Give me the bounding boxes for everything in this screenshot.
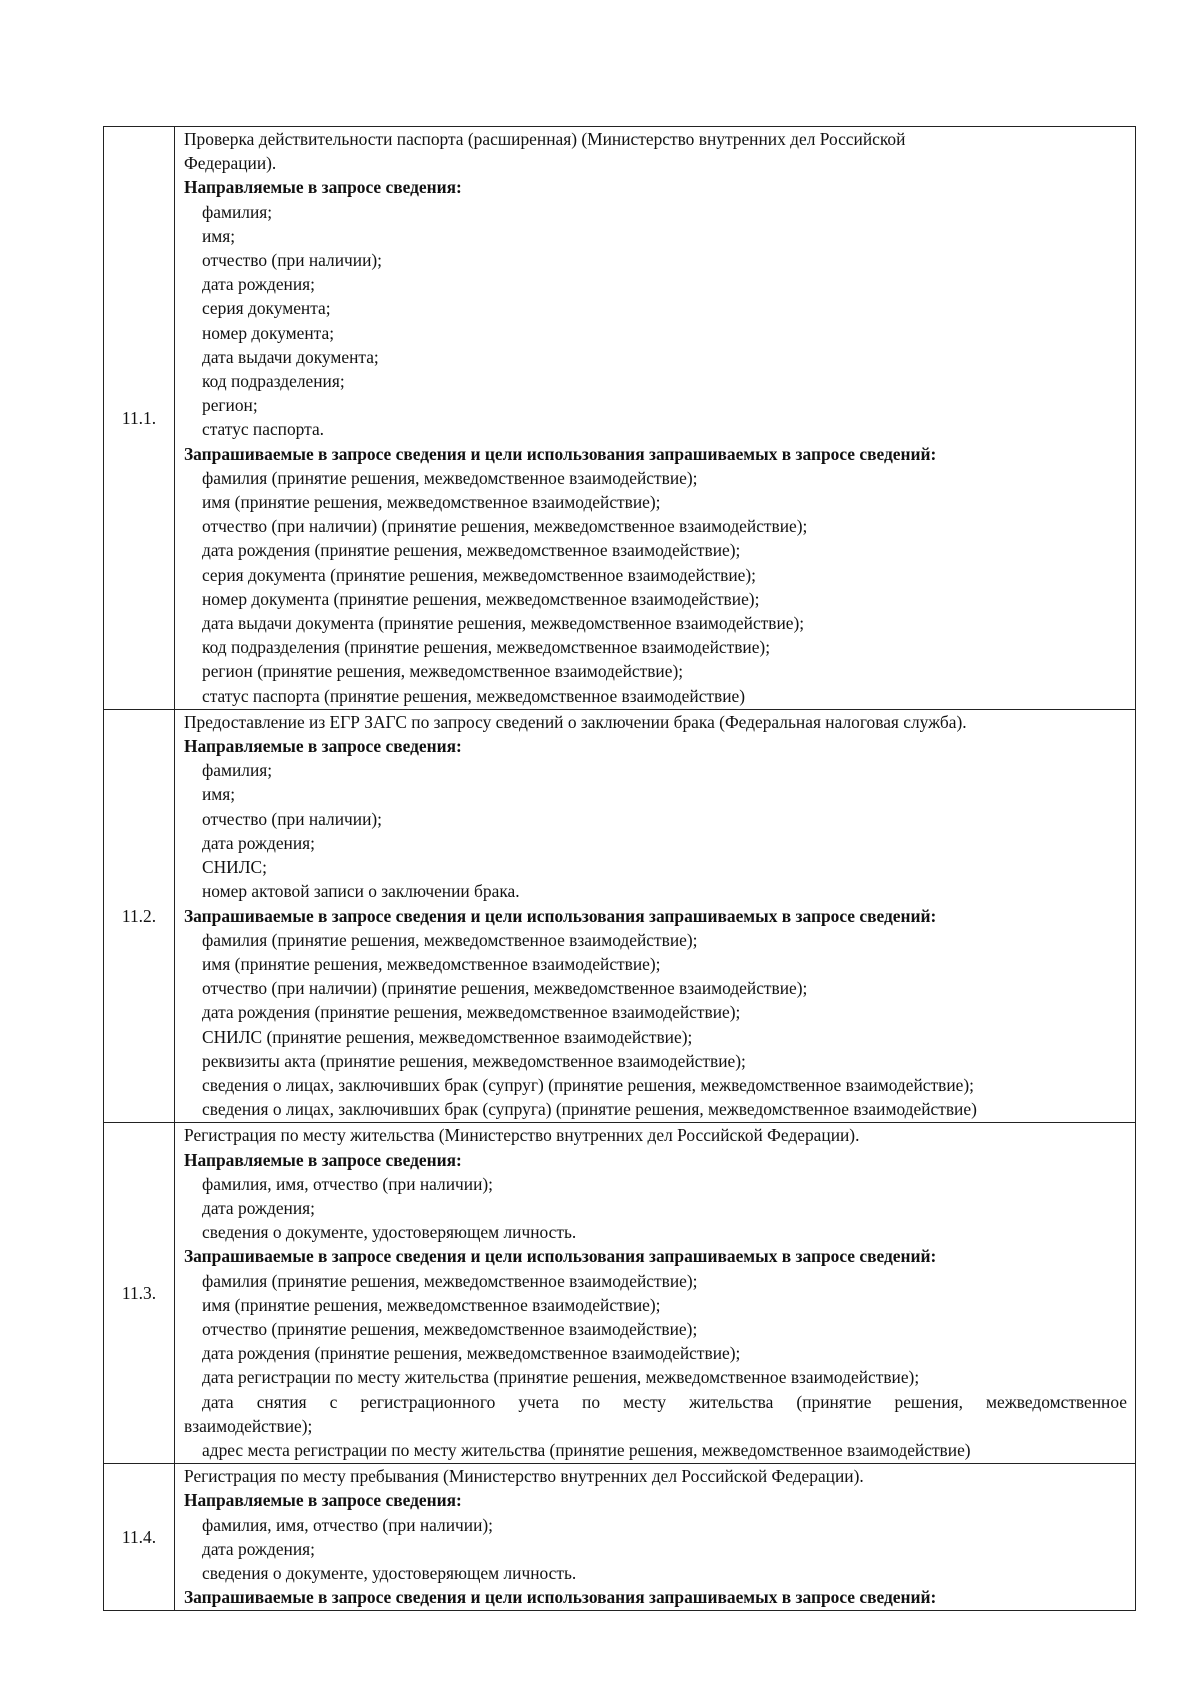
row-content: [175, 709, 1136, 1122]
requested-item: имя (принятие решения, межведомственное взаимодействие);: [202, 1294, 661, 1315]
requested-item: имя (принятие решения, межведомственное взаимодействие);: [202, 953, 661, 974]
sent-item: серия документа;: [202, 298, 331, 319]
sent-item: дата рождения;: [202, 832, 315, 853]
row-number: 11.2.: [104, 709, 175, 1122]
sent-item: фамилия;: [202, 201, 273, 222]
table-row-11-4: [104, 1464, 1136, 1611]
requested-item: фамилия (принятие решения, межведомственное взаимодействие);: [202, 1270, 698, 1291]
service-title: Предоставление из ЕГР ЗАГС по запросу сведений о заключении брака (Федеральная налоговая служба).: [184, 711, 967, 732]
sent-item: статус паспорта.: [202, 419, 325, 440]
requested-item: сведения о лицах, заключивших брак (супруга) (принятие решения, межведомственное взаимодействие): [202, 1099, 977, 1120]
row-number: 11.4.: [104, 1464, 175, 1611]
requested-item: дата рождения (принятие решения, межведомственное взаимодействие);: [202, 540, 741, 561]
requested-item: адрес места регистрации по месту жительства (принятие решения, межведомственное взаимодействие): [202, 1439, 971, 1460]
sent-item: фамилия;: [202, 760, 273, 781]
requested-item-wrapped-cont: взаимодействие);: [184, 1415, 313, 1436]
requested-heading: Запрашиваемые в запросе сведения и цели использования запрашиваемых в запросе сведений:: [184, 443, 937, 464]
service-title: Проверка действительности паспорта (расширенная) (Министерство внутренних дел Российской: [184, 129, 906, 149]
requested-heading: Запрашиваемые в запросе сведения и цели использования запрашиваемых в запросе сведений:: [184, 1587, 937, 1608]
sent-item: сведения о документе, удостоверяющем личность.: [202, 1222, 577, 1243]
row-number: 11.1.: [104, 127, 175, 710]
requested-item: отчество (при наличии) (принятие решения, межведомственное взаимодействие);: [202, 978, 808, 999]
requested-item: имя (принятие решения, межведомственное взаимодействие);: [202, 492, 661, 513]
table-row-11-1: [104, 127, 1136, 710]
sent-item: дата рождения;: [202, 274, 315, 295]
sent-item: сведения о документе, удостоверяющем личность.: [202, 1562, 577, 1583]
sent-item: дата рождения;: [202, 1538, 315, 1559]
requested-item: реквизиты акта (принятие решения, межведомственное взаимодействие);: [202, 1050, 746, 1071]
requested-heading: Запрашиваемые в запросе сведения и цели использования запрашиваемых в запросе сведений:: [184, 905, 937, 926]
row-number: 11.3.: [104, 1123, 175, 1464]
service-title-cont: Федерации).: [184, 153, 277, 174]
requested-item: номер документа (принятие решения, межведомственное взаимодействие);: [202, 588, 760, 609]
requested-item: дата регистрации по месту жительства (принятие решения, межведомственное взаимодействие);: [202, 1367, 920, 1388]
sent-heading: Направляемые в запросе сведения:: [184, 736, 462, 757]
requested-item: дата выдачи документа (принятие решения, межведомственное взаимодействие);: [202, 613, 805, 634]
requested-item: код подразделения (принятие решения, межведомственное взаимодействие);: [202, 637, 771, 658]
service-title: Регистрация по месту пребывания (Министерство внутренних дел Российской Федерации).: [184, 1466, 864, 1487]
sent-item: имя;: [202, 225, 236, 246]
requested-item-wrapped: дата снятия с регистрационного учета по месту жительства (принятие решения, межведомственное: [202, 1391, 1127, 1412]
sent-heading: Направляемые в запросе сведения:: [184, 1149, 462, 1170]
sent-item: дата выдачи документа;: [202, 346, 379, 367]
sent-heading: Направляемые в запросе сведения:: [184, 177, 462, 198]
row-content: [175, 1464, 1136, 1611]
sent-item: отчество (при наличии);: [202, 808, 383, 829]
requested-item: отчество (при наличии) (принятие решения, межведомственное взаимодействие);: [202, 516, 808, 537]
sent-item: фамилия, имя, отчество (при наличии);: [202, 1514, 493, 1535]
requested-item: СНИЛС (принятие решения, межведомственное взаимодействие);: [202, 1026, 693, 1047]
table-row-11-3: [104, 1123, 1136, 1464]
requested-item: дата рождения (принятие решения, межведомственное взаимодействие);: [202, 1343, 741, 1364]
sent-item: регион;: [202, 395, 258, 416]
sent-heading: Направляемые в запросе сведения:: [184, 1490, 462, 1511]
requested-heading: Запрашиваемые в запросе сведения и цели использования запрашиваемых в запросе сведений:: [184, 1246, 937, 1267]
sent-item: фамилия, имя, отчество (при наличии);: [202, 1173, 493, 1194]
sent-item: имя;: [202, 784, 236, 805]
row-content: [175, 127, 1136, 710]
sent-item: отчество (при наличии);: [202, 250, 383, 271]
requested-item: сведения о лицах, заключивших брак (супруг) (принятие решения, межведомственное взаимодействие);: [202, 1074, 974, 1095]
sent-item: дата рождения;: [202, 1197, 315, 1218]
requested-item: дата рождения (принятие решения, межведомственное взаимодействие);: [202, 1002, 741, 1023]
requested-item: отчество (принятие решения, межведомственное взаимодействие);: [202, 1318, 698, 1339]
services-table: [103, 126, 1136, 1611]
sent-item: СНИЛС;: [202, 857, 267, 878]
row-content: [175, 1123, 1136, 1464]
sent-item: код подразделения;: [202, 371, 345, 392]
requested-item: фамилия (принятие решения, межведомственное взаимодействие);: [202, 467, 698, 488]
sent-item: номер актовой записи о заключении брака.: [202, 881, 520, 902]
requested-item: фамилия (принятие решения, межведомственное взаимодействие);: [202, 929, 698, 950]
requested-item: статус паспорта (принятие решения, межведомственное взаимодействие): [202, 685, 746, 706]
requested-item: регион (принятие решения, межведомственное взаимодействие);: [202, 661, 684, 682]
requested-item: серия документа (принятие решения, межведомственное взаимодействие);: [202, 564, 756, 585]
sent-item: номер документа;: [202, 322, 335, 343]
table-row-11-2: [104, 709, 1136, 1122]
service-title: Регистрация по месту жительства (Министерство внутренних дел Российской Федерации).: [184, 1125, 860, 1146]
